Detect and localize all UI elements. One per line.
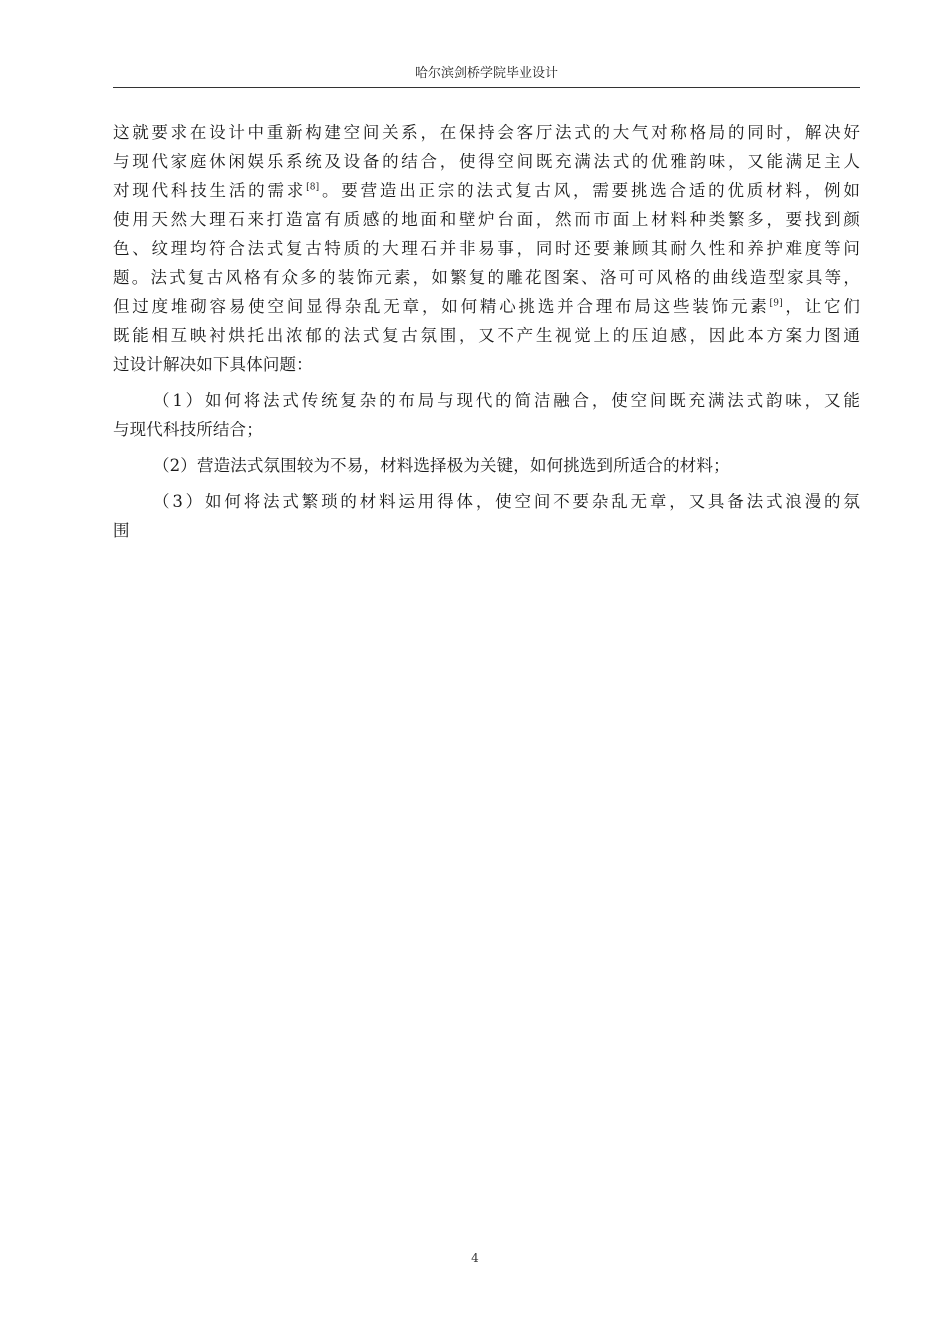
paragraph-line: 这就要求在设计中重新构建空间关系，在保持会客厅法式的大气对称格局的同时，解决好 (113, 123, 860, 142)
problem-item-3 (113, 487, 860, 545)
problem-item-2 (113, 451, 860, 480)
page-header (113, 66, 860, 82)
line-text: 但过度堆砌容易使空间显得杂乱无章，如何精心挑选并合理布局这些装饰元素 (113, 297, 770, 316)
citation-ref: [8] (306, 182, 320, 193)
paragraph-line: （3）如何将法式繁琐的材料运用得体，使空间不要杂乱无章，又具备法式浪漫的氛 (153, 492, 860, 511)
header-title: 哈尔滨剑桥学院毕业设计 (414, 66, 558, 81)
header-divider (113, 87, 860, 88)
line-text: 。要营造出正宗的法式复古风，需要挑选合适的优质材料，例如 (319, 181, 861, 200)
document-body (113, 118, 860, 545)
paragraph-spacer (113, 379, 860, 386)
paragraph-line (113, 292, 860, 321)
paragraph-spacer (113, 444, 860, 451)
paragraph-spacer (113, 480, 860, 487)
citation-ref: [9] (769, 298, 783, 309)
paragraph-line: 题。法式复古风格有众多的装饰元素，如繁复的雕花图案、洛可可风格的曲线造型家具等， (113, 268, 860, 287)
paragraph-line: 围 (113, 521, 130, 540)
paragraph-line: 与现代家庭休闲娱乐系统及设备的结合，使得空间既充满法式的优雅韵味，又能满足主人 (113, 152, 860, 171)
paragraph-line: 色、纹理均符合法式复古特质的大理石并非易事，同时还要兼顾其耐久性和养护难度等问 (113, 239, 860, 258)
paragraph-line: 与现代科技所结合； (113, 420, 263, 439)
paragraph-line: 使用天然大理石来打造富有质感的地面和壁炉台面，然而市面上材料种类繁多，要找到颜 (113, 210, 860, 229)
problem-item-1 (113, 386, 860, 444)
paragraph-line: 过设计解决如下具体问题： (113, 355, 313, 374)
paragraph-line: （1）如何将法式传统复杂的布局与现代的简洁融合，使空间既充满法式韵味，又能 (153, 391, 860, 410)
line-text: ，让它们 (782, 297, 860, 316)
paragraph-line (113, 176, 860, 205)
intro-paragraph (113, 118, 860, 379)
page-number: 4 (471, 1251, 479, 1265)
paragraph-line: 既能相互映衬烘托出浓郁的法式复古氛围，又不产生视觉上的压迫感，因此本方案力图通 (113, 326, 860, 345)
line-text: 对现代科技生活的需求 (113, 181, 307, 200)
paragraph-line: （2）营造法式氛围较为不易，材料选择极为关键，如何挑选到所适合的材料； (153, 456, 730, 475)
